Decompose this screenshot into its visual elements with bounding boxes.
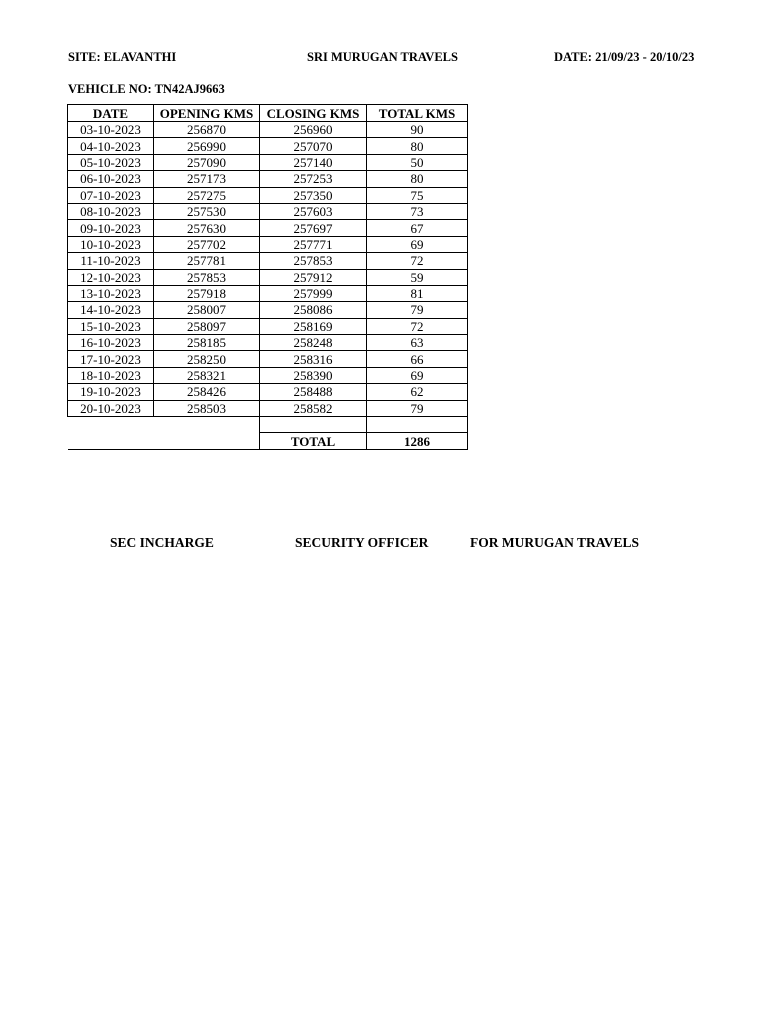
cell-closing-kms: 257771 [260,236,367,252]
cell-total-kms: 67 [367,220,468,236]
column-header-total-kms: TOTAL KMS [367,105,468,122]
cell-date: 15-10-2023 [68,318,154,334]
cell-closing-kms: 256960 [260,122,367,138]
cell-date: 20-10-2023 [68,400,154,416]
table-row [68,269,468,285]
cell-total-kms: 81 [367,285,468,301]
cell-date: 04-10-2023 [68,138,154,154]
table-row [68,187,468,203]
cell-closing-kms: 257140 [260,154,367,170]
cell-closing-kms: 258248 [260,335,367,351]
cell-opening-kms: 257530 [154,203,260,219]
cell-closing-kms: 258316 [260,351,367,367]
column-header-opening-kms: OPENING KMS [154,105,260,122]
cell-closing-kms: 257853 [260,253,367,269]
cell-opening-kms: 258250 [154,351,260,367]
table-row [68,285,468,301]
cell-opening-kms: 257918 [154,285,260,301]
cell-opening-kms: 257275 [154,187,260,203]
table-row [68,302,468,318]
cell-total-kms: 80 [367,171,468,187]
spacer-row [68,417,468,433]
cell-total-kms: 72 [367,253,468,269]
cell-closing-kms: 258169 [260,318,367,334]
cell-total-kms: 90 [367,122,468,138]
site-name: SITE: ELAVANTHI [68,50,177,64]
cell-closing-kms: 257070 [260,138,367,154]
company-name: SRI MURUGAN TRAVELS [307,50,458,64]
cell-opening-kms: 257630 [154,220,260,236]
cell-date: 16-10-2023 [68,335,154,351]
cell-closing-kms: 258086 [260,302,367,318]
cell-total-kms: 50 [367,154,468,170]
table-row [68,384,468,400]
cell-date: 18-10-2023 [68,367,154,383]
date-range: DATE: 21/09/23 - 20/10/23 [554,50,695,64]
cell-closing-kms: 258488 [260,384,367,400]
cell-total-kms: 79 [367,400,468,416]
signature-sec-incharge: SEC INCHARGE [110,535,214,550]
table-row [68,351,468,367]
cell-closing-kms: 257999 [260,285,367,301]
cell-date: 11-10-2023 [68,253,154,269]
cell-closing-kms: 258390 [260,367,367,383]
cell-opening-kms: 257702 [154,236,260,252]
cell-date: 14-10-2023 [68,302,154,318]
signature-security-officer: SECURITY OFFICER [295,535,429,550]
table-row [68,400,468,416]
cell-opening-kms: 258007 [154,302,260,318]
spacer-cell [367,417,468,433]
cell-opening-kms: 258321 [154,367,260,383]
cell-date: 17-10-2023 [68,351,154,367]
cell-total-kms: 66 [367,351,468,367]
table-row [68,171,468,187]
cell-total-kms: 80 [367,138,468,154]
cell-date: 12-10-2023 [68,269,154,285]
cell-total-kms: 72 [367,318,468,334]
table-row [68,236,468,252]
cell-opening-kms: 257853 [154,269,260,285]
cell-closing-kms: 257912 [260,269,367,285]
table-row [68,253,468,269]
cell-date: 08-10-2023 [68,203,154,219]
table-row [68,203,468,219]
cell-closing-kms: 257253 [260,171,367,187]
cell-total-kms: 69 [367,236,468,252]
table-row [68,367,468,383]
column-header-closing-kms: CLOSING KMS [260,105,367,122]
cell-closing-kms: 258582 [260,400,367,416]
cell-date: 07-10-2023 [68,187,154,203]
cell-date: 05-10-2023 [68,154,154,170]
cell-opening-kms: 258503 [154,400,260,416]
cell-closing-kms: 257603 [260,203,367,219]
cell-total-kms: 69 [367,367,468,383]
cell-total-kms: 59 [367,269,468,285]
column-header-date: DATE [68,105,154,122]
cell-opening-kms: 258426 [154,384,260,400]
cell-date: 09-10-2023 [68,220,154,236]
table-row [68,220,468,236]
cell-date: 03-10-2023 [68,122,154,138]
table-row [68,154,468,170]
table-row [68,138,468,154]
kms-log-table [67,104,468,450]
cell-date: 10-10-2023 [68,236,154,252]
cell-opening-kms: 257090 [154,154,260,170]
cell-date: 19-10-2023 [68,384,154,400]
table-body [68,122,468,417]
cell-date: 06-10-2023 [68,171,154,187]
table-row [68,318,468,334]
total-label: TOTAL [260,433,367,449]
table-header-row [68,105,468,122]
cell-closing-kms: 257697 [260,220,367,236]
cell-total-kms: 63 [367,335,468,351]
cell-date: 13-10-2023 [68,285,154,301]
total-value: 1286 [367,433,468,449]
cell-opening-kms: 258185 [154,335,260,351]
vehicle-number: VEHICLE NO: TN42AJ9663 [68,82,225,96]
cell-opening-kms: 256870 [154,122,260,138]
cell-total-kms: 73 [367,203,468,219]
cell-opening-kms: 257173 [154,171,260,187]
cell-opening-kms: 256990 [154,138,260,154]
cell-opening-kms: 258097 [154,318,260,334]
total-row [68,433,468,449]
cell-opening-kms: 257781 [154,253,260,269]
signature-for-company: FOR MURUGAN TRAVELS [470,535,640,550]
table-row [68,122,468,138]
table-row [68,335,468,351]
cell-total-kms: 75 [367,187,468,203]
spacer-cell [260,417,367,433]
cell-closing-kms: 257350 [260,187,367,203]
cell-total-kms: 79 [367,302,468,318]
cell-total-kms: 62 [367,384,468,400]
